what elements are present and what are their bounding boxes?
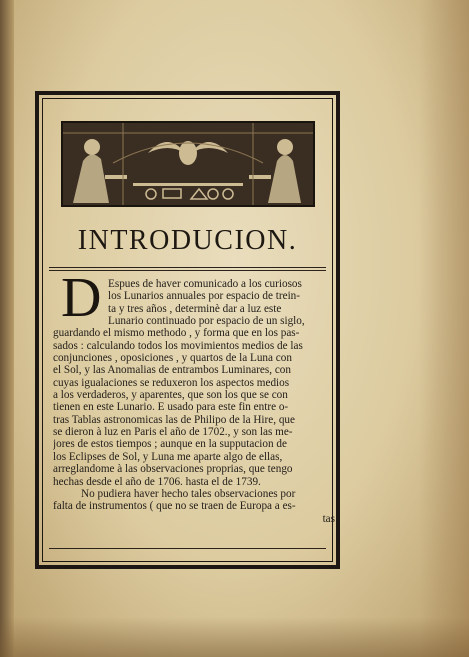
text-line: falta de instrumentos ( que no se traen de Europa a es-: [53, 500, 296, 513]
text-line: los Lunarios annuales por espacio de trein-: [108, 290, 300, 303]
text-line: arreglandome à las observaciones proprias, que tengo: [53, 463, 293, 476]
text-line: se dieron à luz en Paris el año de 1702., y son las me-: [53, 426, 293, 439]
page-gutter-edge: [0, 0, 14, 657]
text-line: jores de estos tiempos ; aunque en la supputacion de: [53, 438, 287, 451]
text-line: tras Tablas astronomicas las de Philipo de la Hire, que: [53, 413, 295, 426]
text-line: hechas desde el año de 1706. hasta el de 1739.: [53, 475, 261, 488]
text-line: Lunario continuado por espacio de un siglo,: [108, 315, 305, 328]
chapter-heading: INTRODUCION.: [77, 225, 298, 256]
text-line: guardando el mismo methodo , y forma que en los pas-: [53, 327, 300, 340]
text-line: sados : calculando todos los movimientos medios de las: [53, 339, 303, 352]
text-line: ta y tres años , determinè dar a luz este: [108, 302, 282, 315]
introduction-text: [53, 267, 335, 525]
text-block-border: [35, 91, 340, 569]
text-line: conjunciones , oposiciones , y quartos de la Luna con: [53, 352, 292, 365]
text-line: No pudiera haver hecho tales observaciones por: [81, 487, 296, 500]
bottom-rule: [49, 548, 326, 549]
text-line: los Eclipses de Sol, y Luna me aparte algo de ellas,: [53, 450, 283, 463]
page-shading: [419, 0, 469, 657]
text-line: el Sol, y las Anomalias de entrambos Luminares, con: [53, 364, 291, 377]
catchword: tas: [322, 512, 335, 525]
woodcut-headpiece: [61, 121, 315, 207]
page-bottom-shading: [0, 617, 469, 657]
text-line: cuyas igualaciones se reduxeron los aspectos medios: [53, 376, 290, 389]
text-line: a los verdaderos, y aparentes, que son los que se con: [53, 389, 288, 402]
text-line: tienen en este Lunario. E usado para este fin entre o-: [53, 401, 289, 414]
text-line: Espues de haver comunicado a los curiosos: [108, 278, 302, 290]
astronomer-woodcut-illustration: [63, 123, 313, 205]
drop-cap-letter: D: [61, 267, 102, 329]
